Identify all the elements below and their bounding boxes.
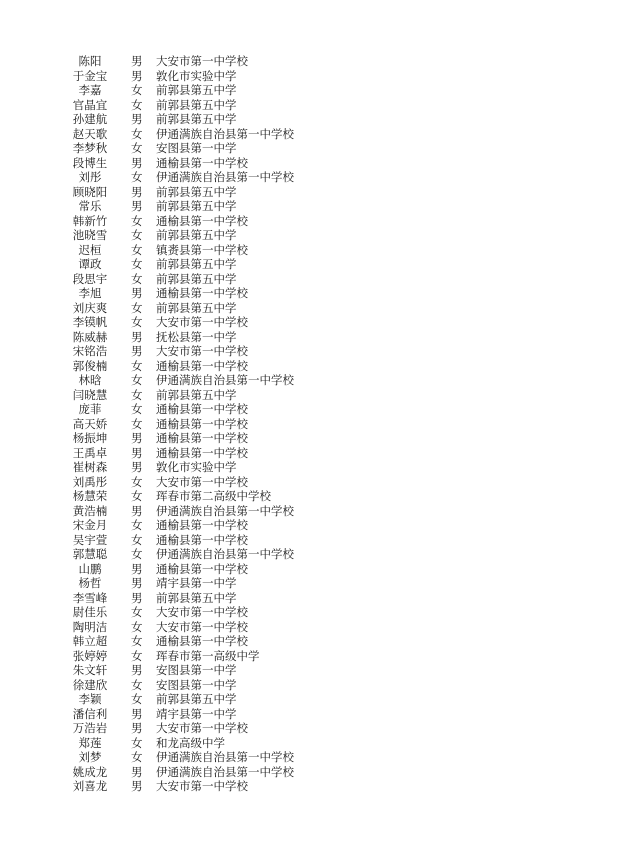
student-name: 韩立超	[72, 634, 108, 648]
roster-row	[0, 562, 631, 577]
student-gender: 男	[131, 445, 143, 460]
student-gender: 男	[131, 460, 143, 474]
student-name: 陈威赫	[72, 329, 108, 344]
student-gender: 女	[131, 692, 143, 706]
student-gender: 男	[131, 155, 143, 170]
roster-row	[0, 112, 631, 127]
roster-row	[0, 533, 631, 548]
student-school: 大安市第一中学校	[156, 721, 248, 735]
student-name: 刘禹彤	[72, 474, 108, 489]
student-school: 大安市第一中学校	[156, 344, 248, 358]
roster-row	[0, 649, 631, 664]
student-gender: 男	[131, 184, 143, 199]
student-school: 大安市第一中学校	[156, 315, 248, 329]
student-gender: 女	[131, 402, 143, 416]
student-name: 顾晓阳	[72, 184, 108, 199]
student-name: 李雪峰	[72, 590, 108, 605]
student-name: 闫晓慧	[72, 387, 108, 402]
student-gender: 女	[131, 373, 143, 387]
student-name: 李颖	[78, 692, 102, 706]
roster-row	[0, 489, 631, 504]
roster-row	[0, 678, 631, 693]
student-name: 李旭	[78, 286, 102, 300]
roster-row	[0, 721, 631, 736]
roster-row	[0, 170, 631, 185]
roster-row	[0, 460, 631, 475]
student-name: 山鹏	[78, 561, 102, 576]
student-name: 杨慧荣	[72, 489, 108, 503]
roster-row	[0, 214, 631, 229]
student-school: 前郭县第五中学	[156, 692, 237, 706]
roster-row	[0, 663, 631, 678]
roster-row	[0, 765, 631, 780]
student-name: 陶明洁	[72, 619, 108, 634]
student-name: 刘彤	[78, 170, 102, 184]
student-name: 谭政	[78, 257, 102, 271]
student-name: 万浩岩	[72, 721, 108, 735]
roster-row	[0, 286, 631, 301]
student-school: 安图县第一中学	[156, 141, 237, 155]
student-school: 通榆县第一中学校	[156, 416, 248, 431]
roster-row	[0, 446, 631, 461]
roster-row	[0, 692, 631, 707]
student-school: 前郭县第五中学	[156, 300, 237, 315]
student-gender: 女	[131, 213, 143, 228]
student-gender: 男	[131, 561, 143, 576]
student-gender: 男	[131, 721, 143, 735]
roster-row	[0, 634, 631, 649]
student-gender: 女	[131, 416, 143, 431]
student-gender: 女	[131, 170, 143, 184]
student-gender: 男	[131, 344, 143, 358]
student-name: 段博生	[72, 155, 108, 170]
roster-row	[0, 779, 631, 794]
student-name: 杨哲	[78, 576, 102, 590]
student-school: 伊通满族自治县第一中学校	[156, 750, 294, 764]
student-school: 前郭县第五中学	[156, 112, 237, 126]
student-name: 崔树森	[72, 460, 108, 474]
roster-row	[0, 373, 631, 388]
student-name: 尉佳乐	[72, 605, 108, 619]
student-name: 王禹卓	[72, 445, 108, 460]
student-name: 陈阳	[78, 54, 102, 68]
student-name: 迟桓	[78, 242, 102, 257]
student-gender: 女	[131, 619, 143, 634]
student-gender: 男	[131, 431, 143, 445]
student-name: 朱文轩	[72, 663, 108, 677]
student-school: 前郭县第五中学	[156, 228, 237, 242]
student-name: 宋金月	[72, 518, 108, 532]
student-school: 伊通满族自治县第一中学校	[156, 547, 294, 561]
student-school: 大安市第一中学校	[156, 54, 248, 68]
student-name: 段思宇	[72, 271, 108, 286]
roster-row	[0, 402, 631, 417]
roster-row	[0, 750, 631, 765]
student-gender: 女	[131, 300, 143, 315]
student-school: 大安市第一中学校	[156, 474, 248, 489]
student-name: 徐建欣	[72, 677, 108, 692]
student-name: 郑莲	[78, 735, 102, 750]
roster-row	[0, 127, 631, 142]
student-gender: 女	[131, 547, 143, 561]
student-school: 靖宇县第一中学	[156, 706, 237, 721]
roster-row	[0, 736, 631, 751]
student-name: 官晶宜	[72, 97, 108, 112]
roster-row	[0, 156, 631, 171]
student-name: 郭俊楠	[72, 358, 108, 373]
student-gender: 女	[131, 242, 143, 257]
student-gender: 女	[131, 677, 143, 692]
student-school: 大安市第一中学校	[156, 619, 248, 634]
student-gender: 女	[131, 532, 143, 547]
student-gender: 男	[131, 590, 143, 605]
roster-row	[0, 417, 631, 432]
student-gender: 男	[131, 706, 143, 721]
student-school: 安图县第一中学	[156, 677, 237, 692]
roster-row	[0, 431, 631, 446]
roster-row	[0, 344, 631, 359]
roster-row	[0, 576, 631, 591]
student-gender: 女	[131, 474, 143, 489]
roster-row	[0, 330, 631, 345]
student-gender: 女	[131, 648, 143, 663]
student-school: 伊通满族自治县第一中学校	[156, 126, 294, 141]
student-name: 韩新竹	[72, 213, 108, 228]
student-name: 姚成龙	[72, 764, 108, 779]
student-name: 孙建航	[72, 112, 108, 126]
student-gender: 女	[131, 271, 143, 286]
student-gender: 女	[131, 257, 143, 271]
student-name: 常乐	[78, 199, 102, 213]
student-school: 通榆县第一中学校	[156, 445, 248, 460]
student-school: 前郭县第五中学	[156, 257, 237, 271]
roster-row	[0, 707, 631, 722]
student-school: 通榆县第一中学校	[156, 213, 248, 228]
student-roster	[0, 54, 631, 794]
roster-row	[0, 54, 631, 69]
student-school: 和龙高级中学	[156, 735, 225, 750]
roster-row	[0, 98, 631, 113]
student-school: 通榆县第一中学校	[156, 431, 248, 445]
student-school: 伊通满族自治县第一中学校	[156, 503, 294, 518]
student-gender: 女	[131, 750, 143, 764]
roster-row	[0, 504, 631, 519]
student-gender: 女	[131, 228, 143, 242]
student-school: 通榆县第一中学校	[156, 561, 248, 576]
student-name: 刘庆爽	[72, 300, 108, 315]
roster-row	[0, 591, 631, 606]
student-school: 前郭县第五中学	[156, 83, 237, 97]
student-gender: 男	[131, 199, 143, 213]
student-name: 李梦秋	[72, 141, 108, 155]
student-gender: 男	[131, 576, 143, 590]
student-gender: 女	[131, 126, 143, 141]
roster-row	[0, 185, 631, 200]
student-name: 吴宇萱	[72, 532, 108, 547]
student-gender: 女	[131, 634, 143, 648]
student-gender: 女	[131, 83, 143, 97]
roster-row	[0, 620, 631, 635]
student-name: 宋铭浩	[72, 344, 108, 358]
student-name: 池晓雪	[72, 228, 108, 242]
roster-row	[0, 228, 631, 243]
student-name: 高天娇	[72, 416, 108, 431]
student-school: 珲春市第一高级中学	[156, 648, 260, 663]
student-name: 郭慧聪	[72, 547, 108, 561]
student-gender: 男	[131, 779, 143, 793]
student-school: 前郭县第五中学	[156, 387, 237, 402]
student-school: 敦化市实验中学	[156, 68, 237, 83]
student-name: 于金宝	[72, 68, 108, 83]
student-name: 李镆帆	[72, 315, 108, 329]
student-gender: 女	[131, 489, 143, 503]
roster-row	[0, 315, 631, 330]
student-gender: 女	[131, 97, 143, 112]
roster-row	[0, 257, 631, 272]
student-name: 杨振坤	[72, 431, 108, 445]
student-school: 大安市第一中学校	[156, 779, 248, 793]
student-gender: 男	[131, 68, 143, 83]
student-gender: 女	[131, 735, 143, 750]
student-school: 前郭县第五中学	[156, 199, 237, 213]
student-school: 抚松县第一中学	[156, 329, 237, 344]
student-name: 李嘉	[78, 83, 102, 97]
student-gender: 女	[131, 518, 143, 532]
student-school: 伊通满族自治县第一中学校	[156, 373, 294, 387]
roster-row	[0, 359, 631, 374]
student-name: 赵天歌	[72, 126, 108, 141]
student-school: 通榆县第一中学校	[156, 286, 248, 300]
roster-row	[0, 272, 631, 287]
student-name: 林晗	[78, 373, 102, 387]
student-school: 通榆县第一中学校	[156, 532, 248, 547]
roster-row	[0, 141, 631, 156]
student-school: 通榆县第一中学校	[156, 358, 248, 373]
student-gender: 女	[131, 315, 143, 329]
student-gender: 男	[131, 54, 143, 68]
roster-row	[0, 475, 631, 490]
student-gender: 女	[131, 387, 143, 402]
student-school: 伊通满族自治县第一中学校	[156, 764, 294, 779]
student-gender: 男	[131, 503, 143, 518]
student-gender: 男	[131, 112, 143, 126]
student-name: 黄浩楠	[72, 503, 108, 518]
student-gender: 男	[131, 286, 143, 300]
roster-row	[0, 388, 631, 403]
student-school: 前郭县第五中学	[156, 271, 237, 286]
roster-row	[0, 605, 631, 620]
student-name: 潘信利	[72, 706, 108, 721]
roster-row	[0, 199, 631, 214]
student-gender: 女	[131, 141, 143, 155]
student-school: 大安市第一中学校	[156, 605, 248, 619]
roster-row	[0, 547, 631, 562]
student-name: 刘梦	[78, 750, 102, 764]
student-school: 前郭县第五中学	[156, 590, 237, 605]
student-school: 通榆县第一中学校	[156, 518, 248, 532]
student-school: 通榆县第一中学校	[156, 402, 248, 416]
student-gender: 女	[131, 605, 143, 619]
student-name: 刘喜龙	[72, 779, 108, 793]
student-school: 珲春市第二高级中学校	[156, 489, 271, 503]
roster-row	[0, 243, 631, 258]
student-school: 伊通满族自治县第一中学校	[156, 170, 294, 184]
student-school: 安图县第一中学	[156, 663, 237, 677]
student-gender: 女	[131, 358, 143, 373]
student-school: 前郭县第五中学	[156, 184, 237, 199]
student-gender: 男	[131, 329, 143, 344]
student-school: 通榆县第一中学校	[156, 634, 248, 648]
student-gender: 男	[131, 663, 143, 677]
roster-row	[0, 69, 631, 84]
roster-row	[0, 518, 631, 533]
student-name: 张婷婷	[72, 648, 108, 663]
roster-row	[0, 83, 631, 98]
student-school: 前郭县第五中学	[156, 97, 237, 112]
student-school: 靖宇县第一中学	[156, 576, 237, 590]
student-gender: 男	[131, 764, 143, 779]
student-school: 镇赉县第一中学校	[156, 242, 248, 257]
roster-row	[0, 301, 631, 316]
student-school: 敦化市实验中学	[156, 460, 237, 474]
student-name: 庞菲	[78, 402, 102, 416]
student-school: 通榆县第一中学校	[156, 155, 248, 170]
